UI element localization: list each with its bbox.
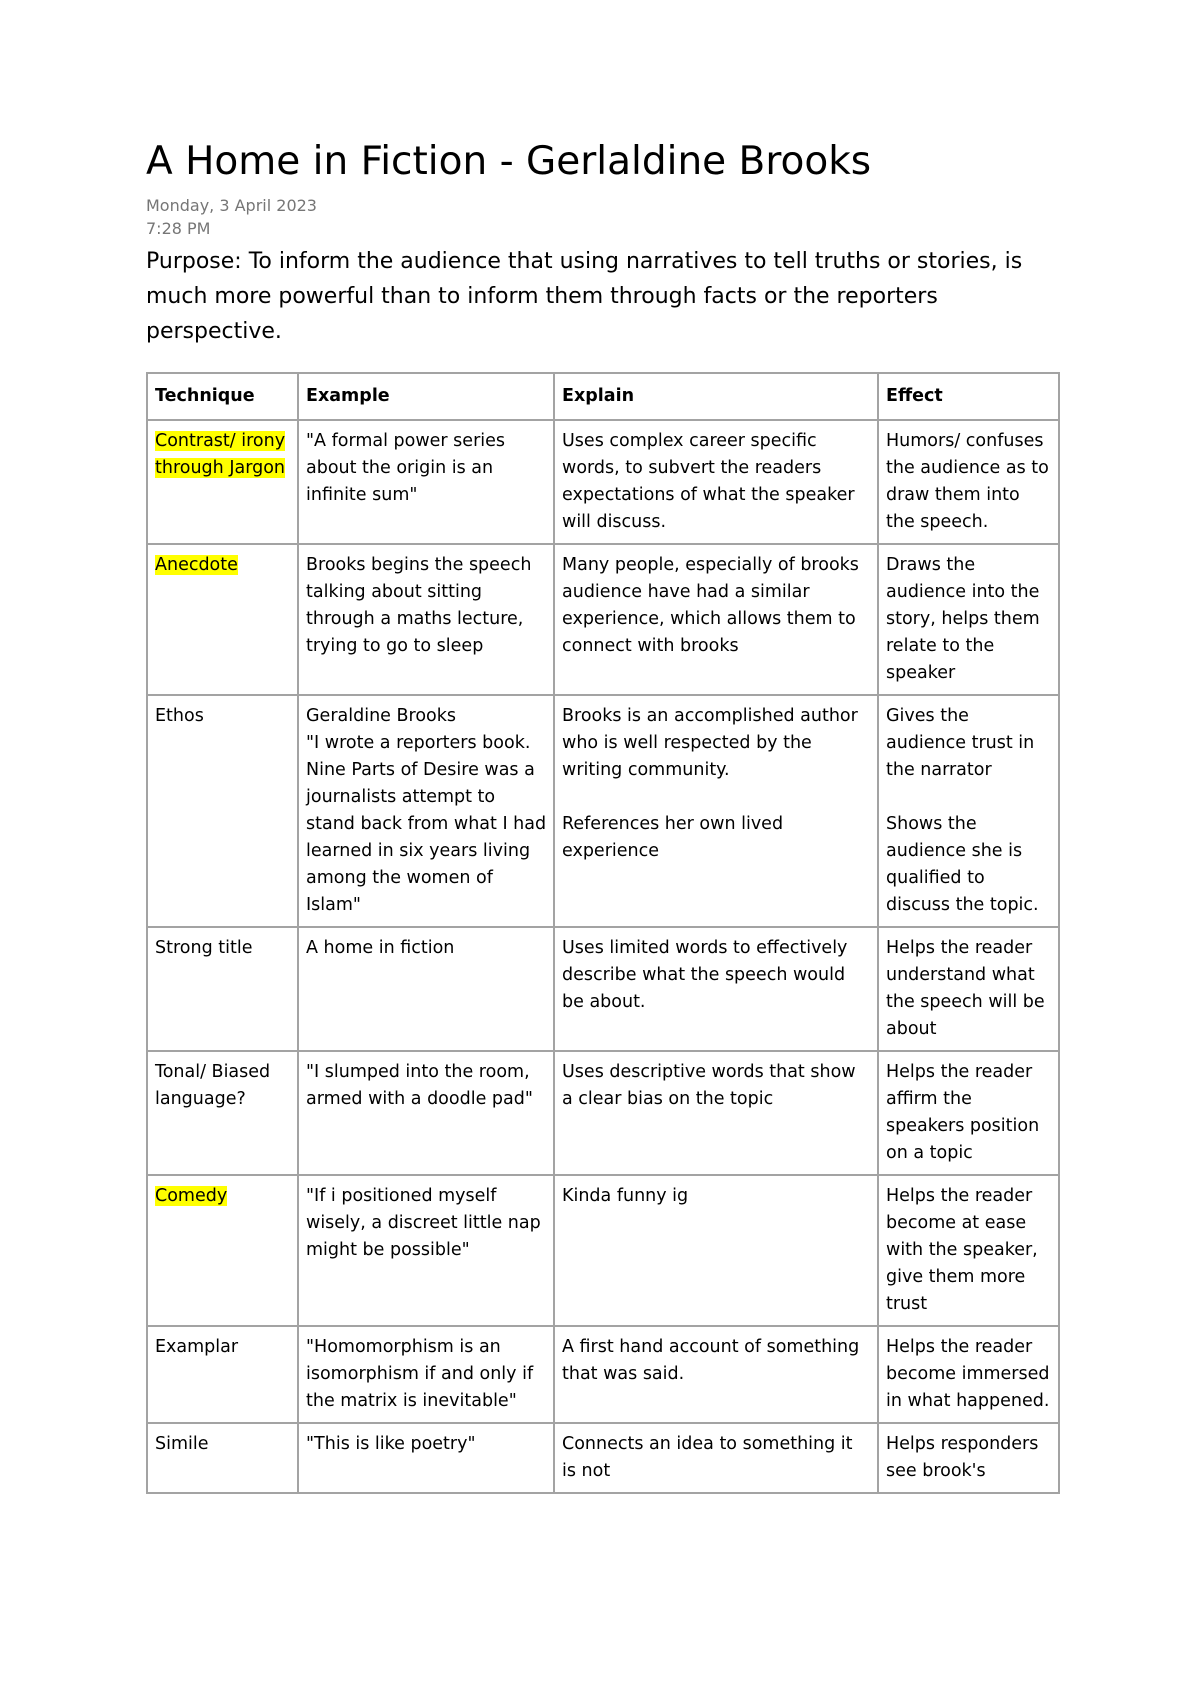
table-row [147, 544, 1059, 695]
cell-effect [878, 927, 1059, 1051]
cell-explain [554, 695, 878, 927]
explain-text: Kinda funny ig [562, 1186, 689, 1206]
technique-text: Examplar [155, 1337, 239, 1357]
cell-example [298, 420, 554, 544]
example-text: Brooks begins the speech talking about sitting through a maths lecture, trying to go to sleep [306, 555, 532, 656]
table-row [147, 927, 1059, 1051]
table-row [147, 695, 1059, 927]
explain-text: Many people, especially of brooks audience have had a similar experience, which allows them to connect with brooks [562, 555, 859, 656]
header-technique: Technique [147, 373, 298, 420]
technique-text: Anecdote [155, 555, 238, 575]
cell-explain [554, 420, 878, 544]
explain-text: Uses limited words to effectively describe what the speech would be about. [562, 938, 848, 1012]
cell-explain [554, 1326, 878, 1423]
cell-example [298, 1051, 554, 1175]
example-text: "If i positioned myself wisely, a discreet little nap might be possible" [306, 1186, 541, 1260]
effect-text: Helps responders see brook's [886, 1434, 1039, 1481]
explain-text: Connects an idea to something it is not [562, 1434, 853, 1481]
purpose-statement: Purpose: To inform the audience that using narratives to tell truths or stories, is much more powerful than to inform them through facts or the reporters perspective. [146, 249, 1023, 344]
cell-technique [147, 695, 298, 927]
cell-effect [878, 695, 1059, 927]
technique-text: Contrast/ irony through Jargon [155, 431, 286, 478]
cell-example [298, 1423, 554, 1493]
explain-text: Brooks is an accomplished author who is well respected by the writing community. References her own lived experience [562, 706, 858, 861]
cell-technique [147, 1051, 298, 1175]
cell-effect [878, 420, 1059, 544]
example-text: Geraldine Brooks "I wrote a reporters book. Nine Parts of Desire was a journalists attempt to stand back from what I had learned in six years living among the women of Islam" [306, 706, 547, 915]
table-row [147, 1051, 1059, 1175]
cell-example [298, 544, 554, 695]
explain-text: Uses complex career specific words, to subvert the readers expectations of what the speaker will discuss. [562, 431, 855, 532]
explain-text: A first hand account of something that was said. [562, 1337, 860, 1384]
cell-effect [878, 1051, 1059, 1175]
cell-explain [554, 1423, 878, 1493]
cell-technique [147, 420, 298, 544]
table-row [147, 1423, 1059, 1493]
example-text: "I slumped into the room, armed with a doodle pad" [306, 1062, 533, 1109]
cell-explain [554, 927, 878, 1051]
note-time: 7:28 PM [146, 219, 211, 238]
technique-text: Tonal/ Biased language? [155, 1062, 271, 1109]
cell-technique [147, 927, 298, 1051]
cell-example [298, 1326, 554, 1423]
technique-text: Simile [155, 1434, 209, 1454]
example-text: A home in fiction [306, 938, 455, 958]
effect-text: Helps the reader affirm the speakers position on a topic [886, 1062, 1040, 1163]
cell-technique [147, 1175, 298, 1326]
effect-text: Gives the audience trust in the narrator Shows the audience she is qualified to discuss the topic. [886, 706, 1039, 915]
cell-technique [147, 544, 298, 695]
header-example: Example [298, 373, 554, 420]
cell-effect [878, 544, 1059, 695]
table-header-row [147, 373, 1059, 420]
table-row [147, 1326, 1059, 1423]
cell-explain [554, 544, 878, 695]
effect-text: Helps the reader become immersed in what happened. [886, 1337, 1050, 1411]
technique-text: Strong title [155, 938, 253, 958]
effect-text: Helps the reader understand what the speech will be about [886, 938, 1045, 1039]
note-date: Monday, 3 April 2023 [146, 196, 317, 215]
cell-example [298, 927, 554, 1051]
cell-effect [878, 1175, 1059, 1326]
table-row [147, 420, 1059, 544]
cell-example [298, 695, 554, 927]
header-effect: Effect [878, 373, 1059, 420]
page-title: A Home in Fiction - Gerlaldine Brooks [146, 139, 872, 184]
example-text: "Homomorphism is an isomorphism if and only if the matrix is inevitable" [306, 1337, 534, 1411]
cell-explain [554, 1051, 878, 1175]
cell-technique [147, 1423, 298, 1493]
cell-explain [554, 1175, 878, 1326]
table-row [147, 1175, 1059, 1326]
explain-text: Uses descriptive words that show a clear bias on the topic [562, 1062, 856, 1109]
cell-effect [878, 1423, 1059, 1493]
table-body [147, 420, 1059, 1493]
technique-text: Comedy [155, 1186, 228, 1206]
cell-example [298, 1175, 554, 1326]
example-text: "A formal power series about the origin is an infinite sum" [306, 431, 506, 505]
cell-effect [878, 1326, 1059, 1423]
technique-text: Ethos [155, 706, 204, 726]
techniques-table [146, 372, 1060, 1494]
effect-text: Draws the audience into the story, helps them relate to the speaker [886, 555, 1040, 683]
header-explain: Explain [554, 373, 878, 420]
cell-technique [147, 1326, 298, 1423]
effect-text: Humors/ confuses the audience as to draw them into the speech. [886, 431, 1049, 532]
example-text: "This is like poetry" [306, 1434, 476, 1454]
effect-text: Helps the reader become at ease with the speaker, give them more trust [886, 1186, 1038, 1314]
